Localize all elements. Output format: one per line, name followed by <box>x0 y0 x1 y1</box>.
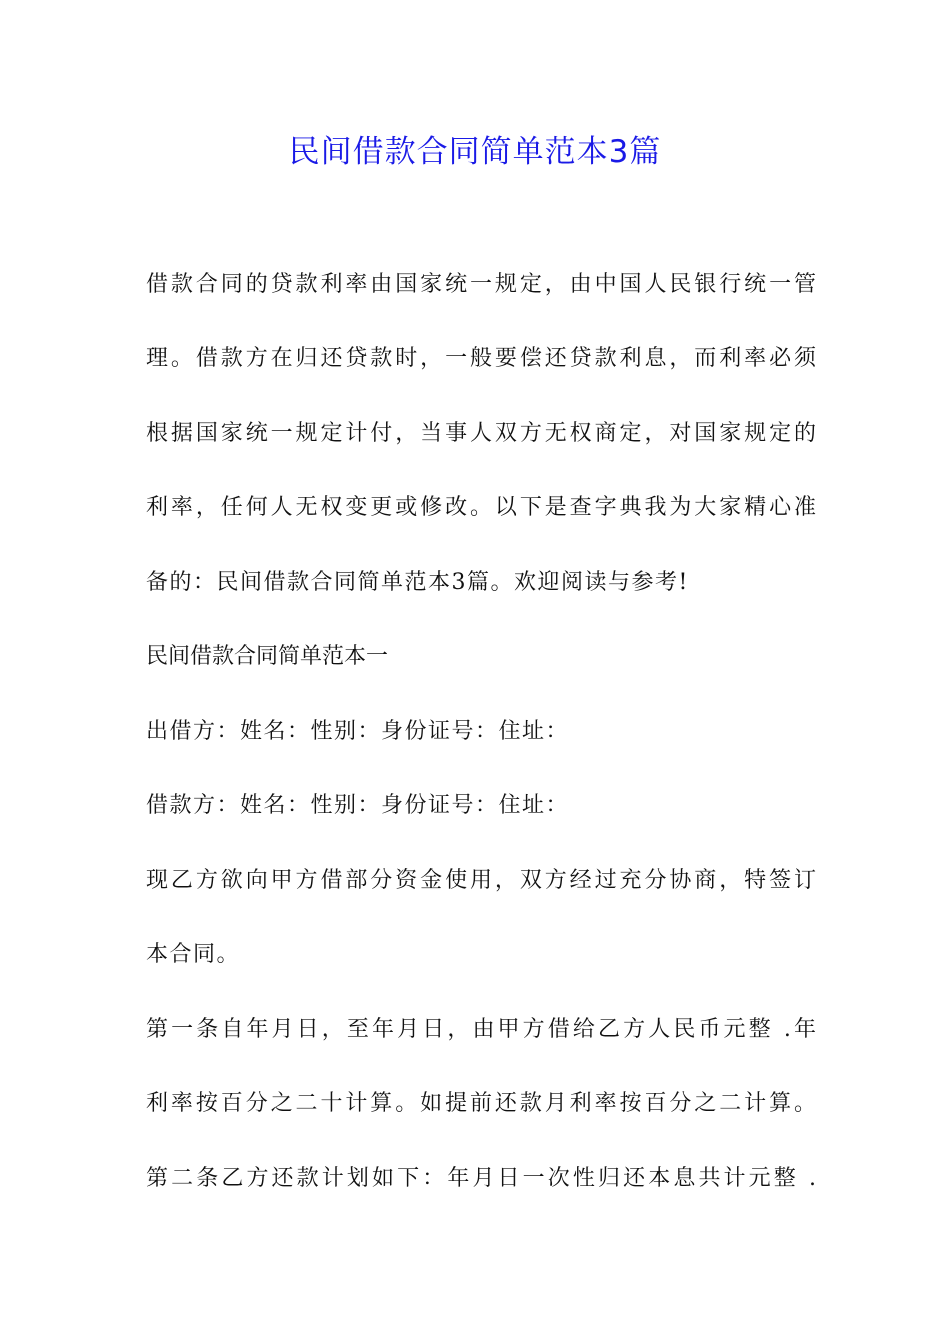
paragraph-line: 现乙方欲向甲方借部分资金使用，双方经过充分协商，特签订 <box>146 868 816 893</box>
paragraph-line: 借款合同的贷款利率由国家统一规定，由中国人民银行统一管 <box>146 272 816 297</box>
paragraph-line: 利率，任何人无权变更或修改。以下是查字典我为大家精心准 <box>146 495 816 520</box>
paragraph-line: 本合同。 <box>146 942 241 967</box>
article-one-line: 利率按百分之二十计算。如提前还款月利率按百分之二计算。 <box>146 1091 816 1116</box>
article-one-line: 第一条自年月日，至年月日，由甲方借给乙方人民币元整 .年 <box>146 1017 816 1042</box>
section-heading: 民间借款合同简单范本一 <box>146 644 389 669</box>
paragraph-line: 根据国家统一规定计付，当事人双方无权商定，对国家规定的 <box>146 421 816 446</box>
paragraph-line: 理。借款方在归还贷款时，一般要偿还贷款利息，而利率必须 <box>146 346 816 371</box>
paragraph-line: 备的：民间借款合同简单范本3篇。欢迎阅读与参考! <box>146 570 689 595</box>
lender-info-line: 出借方：姓名：性别：身份证号：住址： <box>146 719 570 744</box>
article-two-line: 第二条乙方还款计划如下：年月日一次性归还本息共计元整 . <box>146 1166 816 1191</box>
document-title: 民间借款合同简单范本3篇 <box>288 134 662 170</box>
borrower-info-line: 借款方：姓名：性别：身份证号：住址： <box>146 793 570 818</box>
